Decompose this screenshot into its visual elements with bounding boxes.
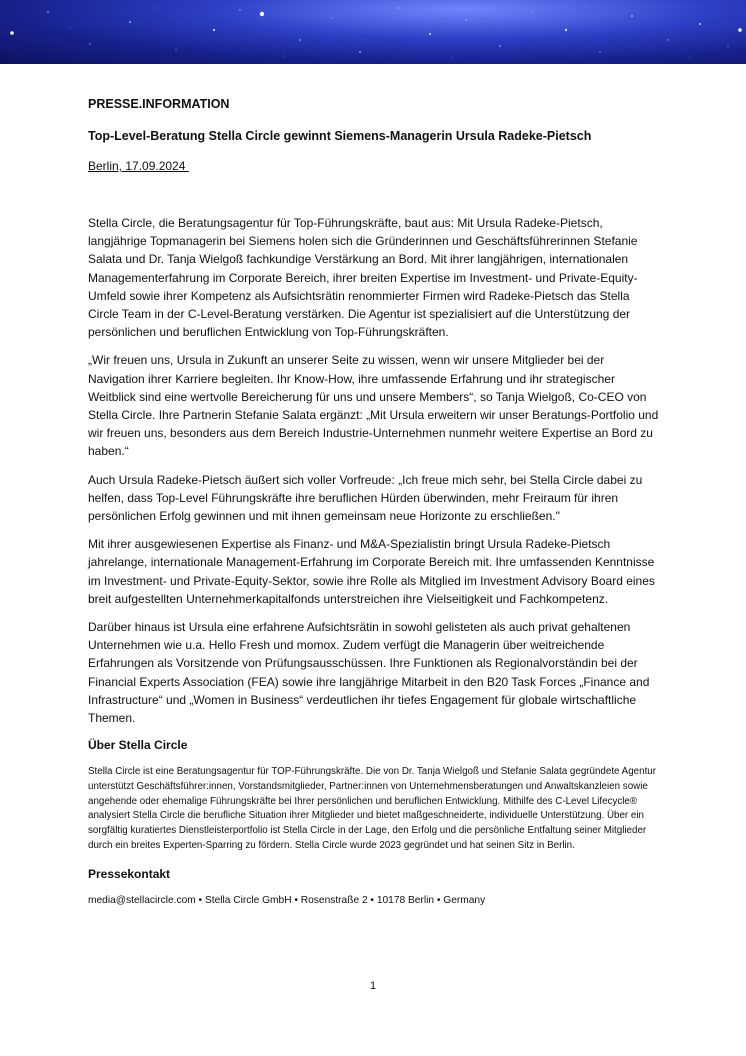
paragraph-supervisory-roles: Darüber hinaus ist Ursula eine erfahrene Aufsichtsrätin in sowohl gelisteten als auch privat gehaltenen Unternehmen wie u.a. Hello Fresh und momox. Zudem verfügt die Managerin über weitreichende Erfahrungen als Vorsitzende von Prüfungsausschüssen. Ihre Funktionen als Regionalvorständin bei der Financial Experts Association (FEA) sowie ihre langjährige Mitarbeit in den B20 Task Forces „Finance and Infrastructure“ und „Women in Business“ verdeutlichen ihr tiefes Engagement für globale wirtschaftliche Themen. xyxy=(88,620,650,726)
press-release-body xyxy=(88,96,660,908)
dateline: Berlin, 17.09.2024 xyxy=(88,159,189,173)
paragraph-quote-founders: „Wir freuen uns, Ursula in Zukunft an unserer Seite zu wissen, wenn wir unsere Mitglieder bei der Navigation ihrer Karriere begleiten. Ihr Know-How, ihre umfassende Erfahrung und ihr strategischer Weitblick sind eine wertvolle Bereicherung für uns und unsere Members“, so Tanja Wielgoß, Co-CEO von Stella Circle. Ihre Partnerin Stefanie Salata ergänzt: „Mit Ursula erweitern wir unser Beratungs-Portfolio und wir freuen uns, besonders aus dem Bereich Industrie-Unternehmen nunmehr weitere Expertise an Bord zu haben.“ xyxy=(88,353,659,459)
stars-decoration-icon xyxy=(0,0,746,64)
about-heading: Über Stella Circle xyxy=(88,738,188,753)
press-contact-heading: Pressekontakt xyxy=(88,866,171,881)
press-contact-line: media@stellacircle.com • Stella Circle GmbH • Rosenstraße 2 • 10178 Berlin • Germany xyxy=(88,894,486,906)
paragraph-quote-radeke-pietsch: Auch Ursula Radeke-Pietsch äußert sich voller Vorfreude: „Ich freue mich sehr, bei Stella Circle dabei zu helfen, dass Top-Level Führungskräfte ihre beruflichen Hürden überwinden, mehr Freiraum für ihren persönlichen Erfolg gewinnen und mit ihnen gemeinsam neue Horizonte zu erschließen." xyxy=(88,472,643,524)
paragraph-intro: Stella Circle, die Beratungsagentur für Top-Führungskräfte, baut aus: Mit Ursula Radeke-Pietsch, langjährige Topmanagerin bei Siemens holen sich die Gründerinnen und Geschäftsführerinnen Stefanie Salata und Dr. Tanja Wielgoß fachkundige Verstärkung an Bord. Mit ihrer langjährigen, internationalen Managementerfahrung im Corporate Bereich, ihrer breiten Expertise im Investment- und Private-Equity-Umfeld sowie ihrer Kompetenz als Aufsichtsrätin renommierter Firmen wird Radeke-Pietsch das Stella Circle Team in der C-Level-Beratung verstärken. Die Agentur ist spezialisiert auf die Unterstützung der persönlichen und beruflichen Entwicklung von Top-Führungskräften. xyxy=(88,216,638,340)
document-label: PRESSE.INFORMATION xyxy=(88,97,230,111)
press-release-title: Top-Level-Beratung Stella Circle gewinnt Siemens-Managerin Ursula Radeke-Pietsch xyxy=(88,129,592,143)
page-number: 1 xyxy=(369,980,377,992)
about-text: Stella Circle ist eine Beratungsagentur für TOP-Führungskräfte. Die von Dr. Tanja Wielgoß und Stefanie Salata gegründete Agentur unterstützt Geschäftsführer:innen, Vorstandsmitglieder, Partner:innen von Unternehmensberatungen und Anwaltskanzleien sowie angehende oder ehemalige Führungskräfte bei Ihrer persönlichen und beruflichen Entwicklung. Mithilfe des C-Level Lifecycle® analysiert Stella Circle die berufliche Situation ihrer Mitglieder und bietet maßgeschneiderte, individuelle Unterstützung. Über ein sorgfältig kuratiertes Dienstleisterportfolio ist Stella Circle in der Lage, den Erfolg und die persönliche Entfaltung seiner Mitglieder durch ein breites Experten-Sparring zu fördern. Stella Circle wurde 2023 gegründet und hat seinen Sitz in Berlin. xyxy=(88,766,656,851)
starry-sky-banner xyxy=(0,0,746,64)
paragraph-expertise: Mit ihrer ausgewiesenen Expertise als Finanz- und M&A-Spezialistin bringt Ursula Radeke-Pietsch jahrelange, internationale Management-Erfahrung im Corporate Bereich mit. Ihre umfassenden Kenntnisse im Investment- und Private-Equity-Sektor, sowie ihre Rolle als Mitglied im Investment Advisory Board eines breit aufgestellten Unternehmerkapitalfonds unterstreichen ihre Vielseitigkeit und Fachkompetenz. xyxy=(88,537,655,606)
